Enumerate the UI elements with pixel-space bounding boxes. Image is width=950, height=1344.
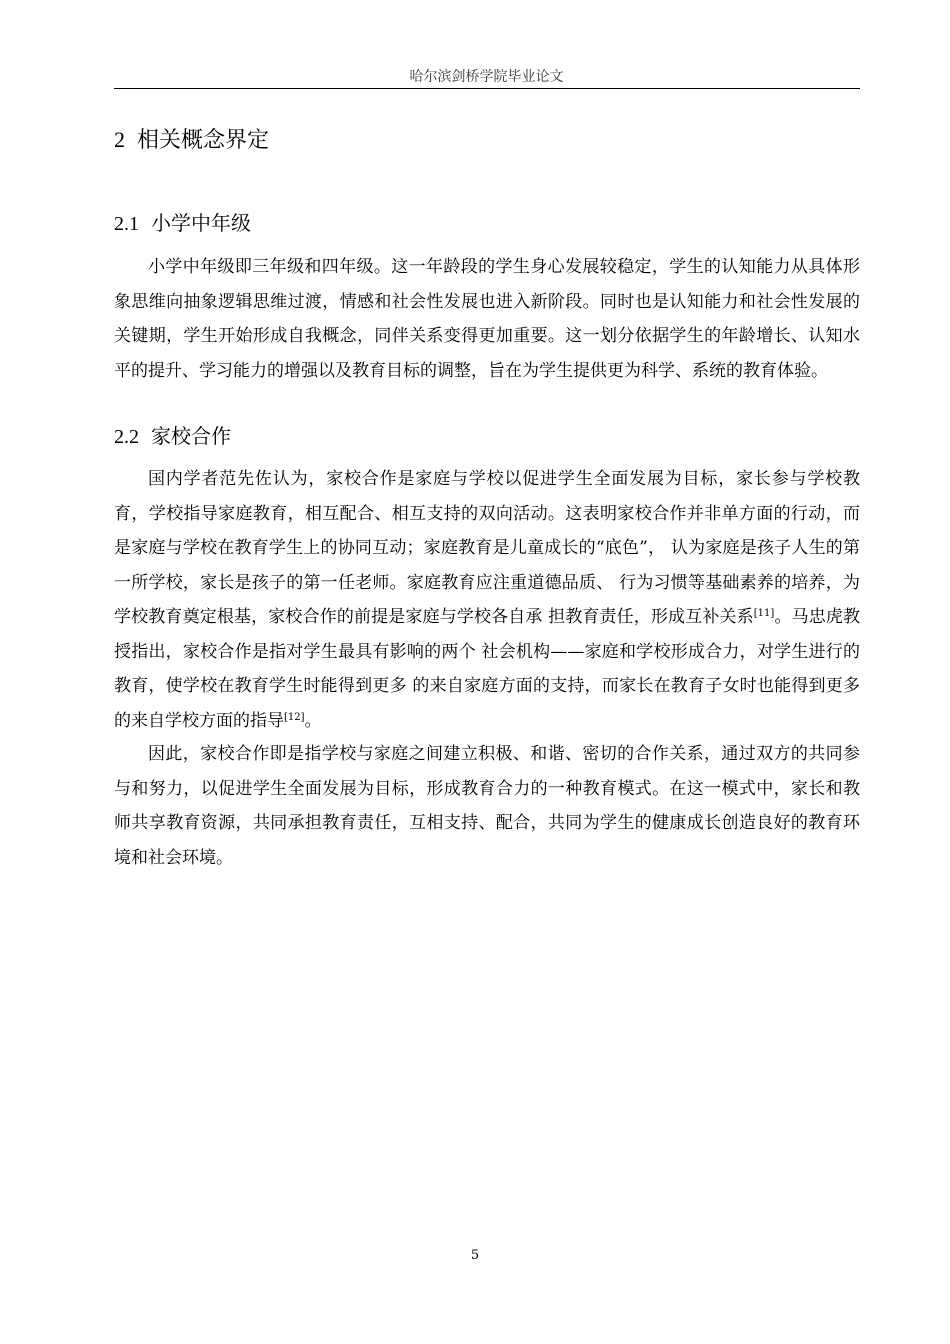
chapter-number: 2 bbox=[114, 127, 125, 152]
page-number: 5 bbox=[470, 1248, 480, 1263]
section-number: 2.1 bbox=[114, 213, 139, 235]
chapter-heading bbox=[114, 124, 269, 157]
paragraph-text: 国内学者范先佐认为，家校合作是家庭与学校以促进学生全面发展为目标，家长参与学校教育，学校指导家庭教育，相互配合、相互支持的双向活动。这表明家校合作并非单方面的行动，而是家庭与学校在教育学生上的协同互动；家庭教育是儿童成长的“底色”， 认为家庭是孩子人生的第一所学校，家长是孩子的第一任老师。家庭教育应注重道德品质、 行为习惯等基础素养的培养，为学校教育奠定根基，家校合作的前提是家庭与学校各自承 担教育责任，形成互补关系 bbox=[114, 469, 860, 627]
paragraph-text: 。马忠虎教授指出，家校合作是指对学生最具有影响的两个 社会机构——家庭和学校形成合力，对学生进行的教育，使学校在教育学生时能得到更多 的来自家庭方面的支持，而家长在教育子女时也能得到更多的来自学校方面的指导 bbox=[114, 607, 861, 731]
section-heading bbox=[114, 421, 231, 452]
citation: [12] bbox=[284, 711, 305, 723]
section-title: 家校合作 bbox=[151, 424, 231, 448]
paragraph-text: 。 bbox=[304, 710, 322, 731]
header-divider bbox=[114, 88, 860, 89]
paragraph: 小学中年级即三年级和四年级。这一年龄段的学生身心发展较稳定，学生的认知能力从具体形象思维向抽象逻辑思维过渡，情感和社会性发展也进入新阶段。同时也是认知能力和社会性发展的关键期，学生开始形成自我概念，同伴关系变得更加重要。这一划分依据学生的年龄增长、认知水平的提升、学习能力的增强以及教育目标的调整，旨在为学生提供更为科学、系统的教育体验。 bbox=[114, 257, 860, 381]
running-header: 哈尔滨剑桥学院毕业论文 bbox=[409, 69, 564, 85]
paragraph: 因此，家校合作即是指学校与家庭之间建立积极、和谐、密切的合作关系，通过双方的共同参与和努力，以促进学生全面发展为目标，形成教育合力的一种教育模式。在这一模式中，家长和教师共享教育资源，共同承担教育责任，互相支持、配合，共同为学生的健康成长创造良好的教育环境和社会环境。 bbox=[114, 744, 860, 868]
chapter-title: 相关概念界定 bbox=[137, 128, 270, 153]
section-title: 小学中年级 bbox=[151, 211, 251, 235]
section-number: 2.2 bbox=[114, 426, 139, 448]
section-heading bbox=[114, 208, 251, 239]
paragraph bbox=[114, 462, 860, 738]
citation: [11] bbox=[753, 608, 775, 619]
